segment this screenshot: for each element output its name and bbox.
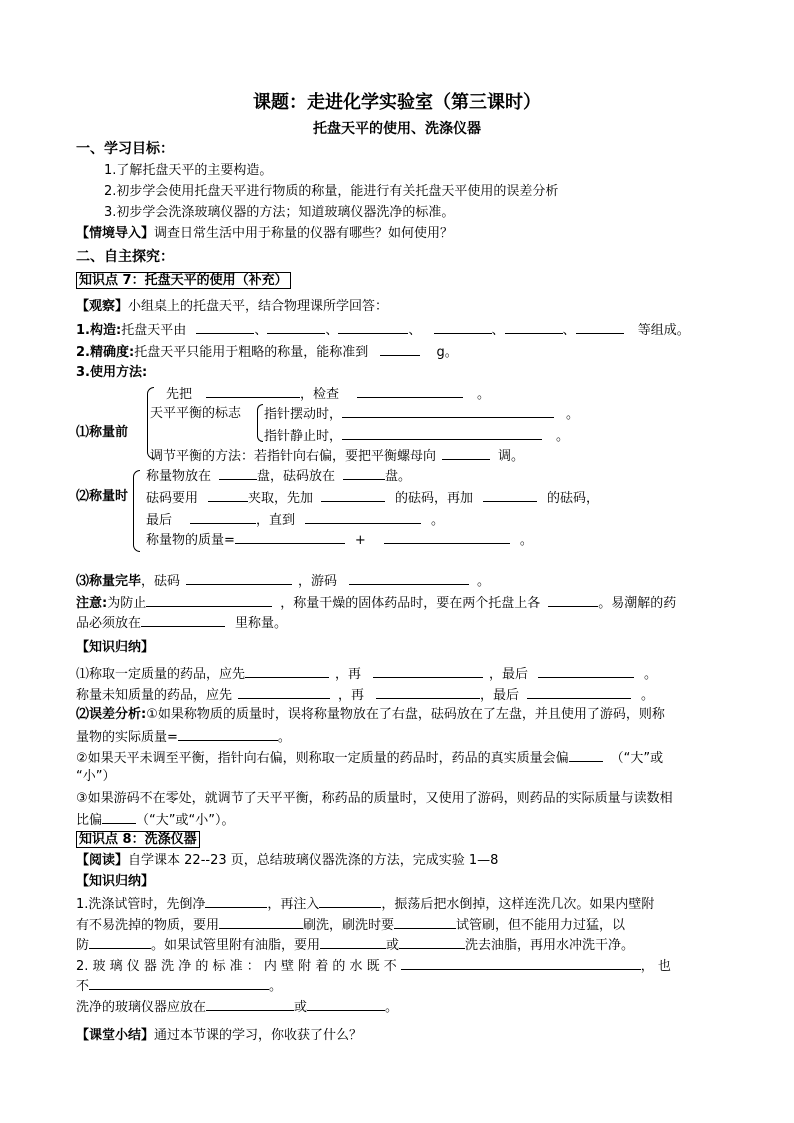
precision-text: 托盘天平只能用于粗略的称量，能称准到 [134, 345, 369, 360]
blank[interactable] [384, 530, 510, 544]
precision-label: 2.精确度: [76, 345, 135, 360]
goal-2: 2.初步学会使用托盘天平进行物质的称量，能进行有关托盘天平使用的误差分析 [104, 184, 559, 199]
blank[interactable] [206, 997, 294, 1011]
text: 。 [277, 730, 291, 745]
text: 。 [519, 533, 533, 548]
error-line-6 [76, 810, 234, 830]
knowledge-point-8: 知识点 8：洗涤仪器 [76, 831, 200, 848]
after-label: ⑶称量完毕 [76, 574, 142, 589]
blank[interactable] [267, 320, 325, 334]
note-line-1 [76, 593, 676, 613]
precision-unit: g。 [436, 345, 458, 360]
blank[interactable] [321, 488, 385, 502]
text: 防 [76, 938, 90, 953]
blank[interactable] [527, 685, 631, 699]
summary-line-2 [76, 685, 654, 705]
sep: 、 [491, 323, 505, 338]
text: 。 [477, 574, 491, 589]
text: 称量未知质量的药品，应先 [76, 688, 233, 703]
before-label: ⑴称量前 [76, 425, 129, 440]
text: 称量物放在 [146, 469, 212, 484]
text: ，砝码 [141, 574, 181, 589]
wash-line-3 [76, 935, 634, 955]
read-tag: 【阅读】 [76, 853, 129, 868]
text: 不 [76, 979, 90, 994]
text: 。 [644, 667, 658, 682]
goal-1: 1.了解托盘天平的主要构造。 [104, 163, 273, 178]
text: ，直到 [256, 513, 296, 528]
text: 指针摆动时， [264, 407, 343, 422]
text: 的砝码，再加 [395, 491, 474, 506]
blank[interactable] [208, 488, 248, 502]
structure-end: 等组成。 [637, 323, 690, 338]
summary2-tag: 【知识归纳】 [76, 874, 155, 889]
error-line-5: ③如果游码不在零处，就调节了天平平衡，称药品的质量时，又使用了游码，则药品的实际质量与读数相 [76, 791, 673, 806]
text: ，再注入 [267, 897, 320, 912]
text: 。 [477, 387, 491, 402]
observe-text: 小组桌上的托盘天平，结合物理课所学回答： [128, 299, 389, 314]
wash-line-2 [76, 915, 625, 935]
blank[interactable] [205, 894, 267, 908]
text: 洗去油脂，再用水冲洗干净。 [465, 938, 635, 953]
blank[interactable] [146, 593, 272, 607]
blank[interactable] [349, 571, 469, 585]
blank[interactable] [376, 685, 480, 699]
wash-line-4 [76, 956, 671, 976]
blank[interactable] [357, 384, 463, 398]
before-line-1 [166, 384, 490, 404]
text: 。 [556, 429, 570, 444]
wash-line-5 [76, 976, 282, 996]
text: 2. 玻 璃 仪 器 洗 净 的 标 准 ： 内 壁 附 着 的 水 既 不 [76, 959, 397, 974]
brace-balance [257, 404, 263, 442]
text: 。 [566, 407, 580, 422]
brace-during [133, 470, 140, 552]
text: ②如果天平未调至平衡，指针向右偏，则称取一定质量的药品时，药品的真实质量会偏 [76, 751, 569, 766]
wash-line-1 [76, 894, 654, 914]
error-line-3 [76, 748, 663, 768]
text: ，再 [335, 667, 362, 682]
sep: 、 [325, 323, 339, 338]
blank[interactable] [569, 748, 603, 762]
text: 。易潮解的药 [598, 596, 677, 611]
text: （“大”或 [610, 751, 664, 766]
blank[interactable] [235, 530, 345, 544]
text: 为防止 [107, 596, 147, 611]
blank[interactable] [178, 727, 278, 741]
section-heading-goals: 一、学习目标： [76, 141, 174, 157]
text: 品必须放在 [76, 616, 142, 631]
text: 或 [386, 938, 400, 953]
blank[interactable] [238, 685, 330, 699]
after-line [76, 571, 490, 591]
blank[interactable] [342, 404, 554, 418]
text: 。 [385, 1000, 399, 1015]
text: 盘。 [385, 469, 412, 484]
blank[interactable] [102, 810, 136, 824]
blank[interactable] [442, 446, 490, 460]
during-line-2 [146, 488, 599, 508]
structure-line [76, 320, 690, 340]
text: 量物的实际质量= [76, 730, 178, 745]
error-line-1 [76, 706, 665, 724]
during-line-3 [146, 510, 444, 530]
error-line-2 [76, 727, 291, 747]
note-label: 注意: [76, 596, 108, 611]
text: ，最后 [480, 688, 520, 703]
blank[interactable] [305, 510, 421, 524]
text: （“大”或“小”）。 [136, 813, 235, 828]
text: ，游码 [298, 574, 338, 589]
blank[interactable] [505, 320, 563, 334]
text: ①如果称物质的质量时，误将称量物放在了右盘，砝码放在了左盘，并且使用了游码，则称 [146, 707, 665, 722]
blank[interactable] [219, 466, 257, 480]
text: ，称量干燥的固体药品时，要在两个托盘上各 [280, 596, 541, 611]
blank[interactable] [319, 894, 381, 908]
class-summary-line [76, 1027, 362, 1045]
text: ，检查 [300, 387, 340, 402]
blank[interactable] [343, 466, 385, 480]
blank[interactable] [206, 384, 300, 398]
text: 调。 [498, 449, 525, 464]
sep: 、 [408, 323, 422, 338]
page-subtitle: 托盘天平的使用、洗涤仪器 [313, 121, 481, 137]
blank[interactable] [219, 915, 303, 929]
note-line-2 [76, 613, 287, 633]
sep: 、 [562, 323, 576, 338]
needle-swing-line [264, 404, 579, 424]
text: ⑴称取一定质量的药品，应先 [76, 667, 246, 682]
text: 试管刷，但不能用力过猛，以 [456, 918, 626, 933]
blank[interactable] [538, 664, 634, 678]
text: 里称量。 [235, 616, 288, 631]
knowledge-point-7: 知识点 7：托盘天平的使用（补充） [76, 272, 291, 289]
error-line-4: “小”） [76, 769, 116, 784]
precision-line [76, 342, 458, 362]
class-summary-text: 通过本节课的学习，你收获了什么？ [154, 1028, 363, 1043]
text: 比偏 [76, 813, 103, 828]
blank[interactable] [342, 426, 542, 440]
during-label: ⑵称量时 [76, 489, 129, 504]
text: 最后 [146, 513, 173, 528]
observe-tag: 【观察】 [76, 299, 129, 314]
intro-text: 调查日常生活中用于称量的仪器有哪些？如何使用？ [154, 226, 454, 241]
blank[interactable] [576, 320, 624, 334]
blank[interactable] [394, 915, 456, 929]
summary-line-1 [76, 664, 657, 684]
needle-still-line [264, 426, 569, 446]
text: 洗净的玻璃仪器应放在 [76, 1000, 207, 1015]
observe-line [76, 298, 388, 316]
section-heading-explore: 二、自主探究： [76, 249, 174, 265]
blank[interactable] [196, 320, 254, 334]
text: 的砝码， [547, 491, 600, 506]
text: + [354, 533, 366, 548]
blank[interactable] [89, 935, 151, 949]
during-line-1 [146, 466, 411, 486]
blank[interactable] [89, 976, 269, 990]
blank[interactable] [320, 935, 386, 949]
adjust-line [150, 446, 524, 466]
text: ，振荡后把水倒掉，这样连洗几次。如果内壁附 [381, 897, 655, 912]
text: 有不易洗掉的物质，要用 [76, 918, 220, 933]
blank[interactable] [373, 664, 483, 678]
intro-tag: 【情境导入】 [76, 226, 155, 241]
text: 或 [294, 1000, 308, 1015]
usage-label: 3.使用方法: [76, 365, 148, 380]
text: 盘，砝码放在 [257, 469, 336, 484]
blank[interactable] [399, 935, 465, 949]
goal-3: 3.初步学会洗涤玻璃仪器的方法；知道玻璃仪器洗净的标准。 [104, 205, 455, 220]
blank[interactable] [141, 613, 225, 627]
class-summary-tag: 【课堂小结】 [76, 1028, 155, 1043]
blank[interactable] [401, 956, 641, 970]
blank[interactable] [190, 510, 256, 524]
wash-line-6 [76, 997, 398, 1017]
blank[interactable] [434, 320, 492, 334]
text: 指针静止时， [264, 429, 343, 444]
text: 刷洗，刷洗时要 [303, 918, 395, 933]
text: ， 也 [640, 959, 671, 974]
sep: 、 [254, 323, 268, 338]
error-label: ⑵误差分析: [76, 707, 147, 722]
kp7-line [76, 272, 291, 290]
blank[interactable] [380, 342, 420, 356]
text: 夹取，先加 [248, 491, 314, 506]
blank[interactable] [483, 488, 537, 502]
kp8-line [76, 831, 200, 849]
text: 调节平衡的方法：若指针向右偏，要把平衡螺母向 [150, 449, 437, 464]
text: 。 [641, 688, 655, 703]
text: 先把 [166, 387, 193, 402]
text: 称量物的质量= [146, 533, 235, 548]
read-line [76, 852, 498, 870]
text: ，最后 [489, 667, 529, 682]
text: 。如果试管里附有油脂，要用 [151, 938, 321, 953]
blank[interactable] [245, 664, 329, 678]
blank[interactable] [307, 997, 385, 1011]
blank[interactable] [338, 320, 408, 334]
summary-tag: 【知识归纳】 [76, 640, 155, 655]
blank[interactable] [186, 571, 292, 585]
intro-line [76, 225, 453, 243]
text: 1.洗涤试管时，先倒净 [76, 897, 206, 912]
blank[interactable] [548, 593, 598, 607]
text: 砝码要用 [146, 491, 199, 506]
structure-text: 托盘天平由 [121, 323, 187, 338]
text: 。 [269, 979, 283, 994]
text: 。 [431, 513, 445, 528]
page-title: 课题：走进化学实验室（第三课时） [253, 92, 541, 113]
during-line-4 [146, 530, 533, 550]
text: ，再 [338, 688, 365, 703]
structure-label: 1.构造: [76, 323, 122, 338]
read-text: 自学课本 22--23 页，总结玻璃仪器洗涤的方法，完成实验 1—8 [128, 853, 499, 868]
balance-sign: 天平平衡的标志 [150, 406, 242, 421]
